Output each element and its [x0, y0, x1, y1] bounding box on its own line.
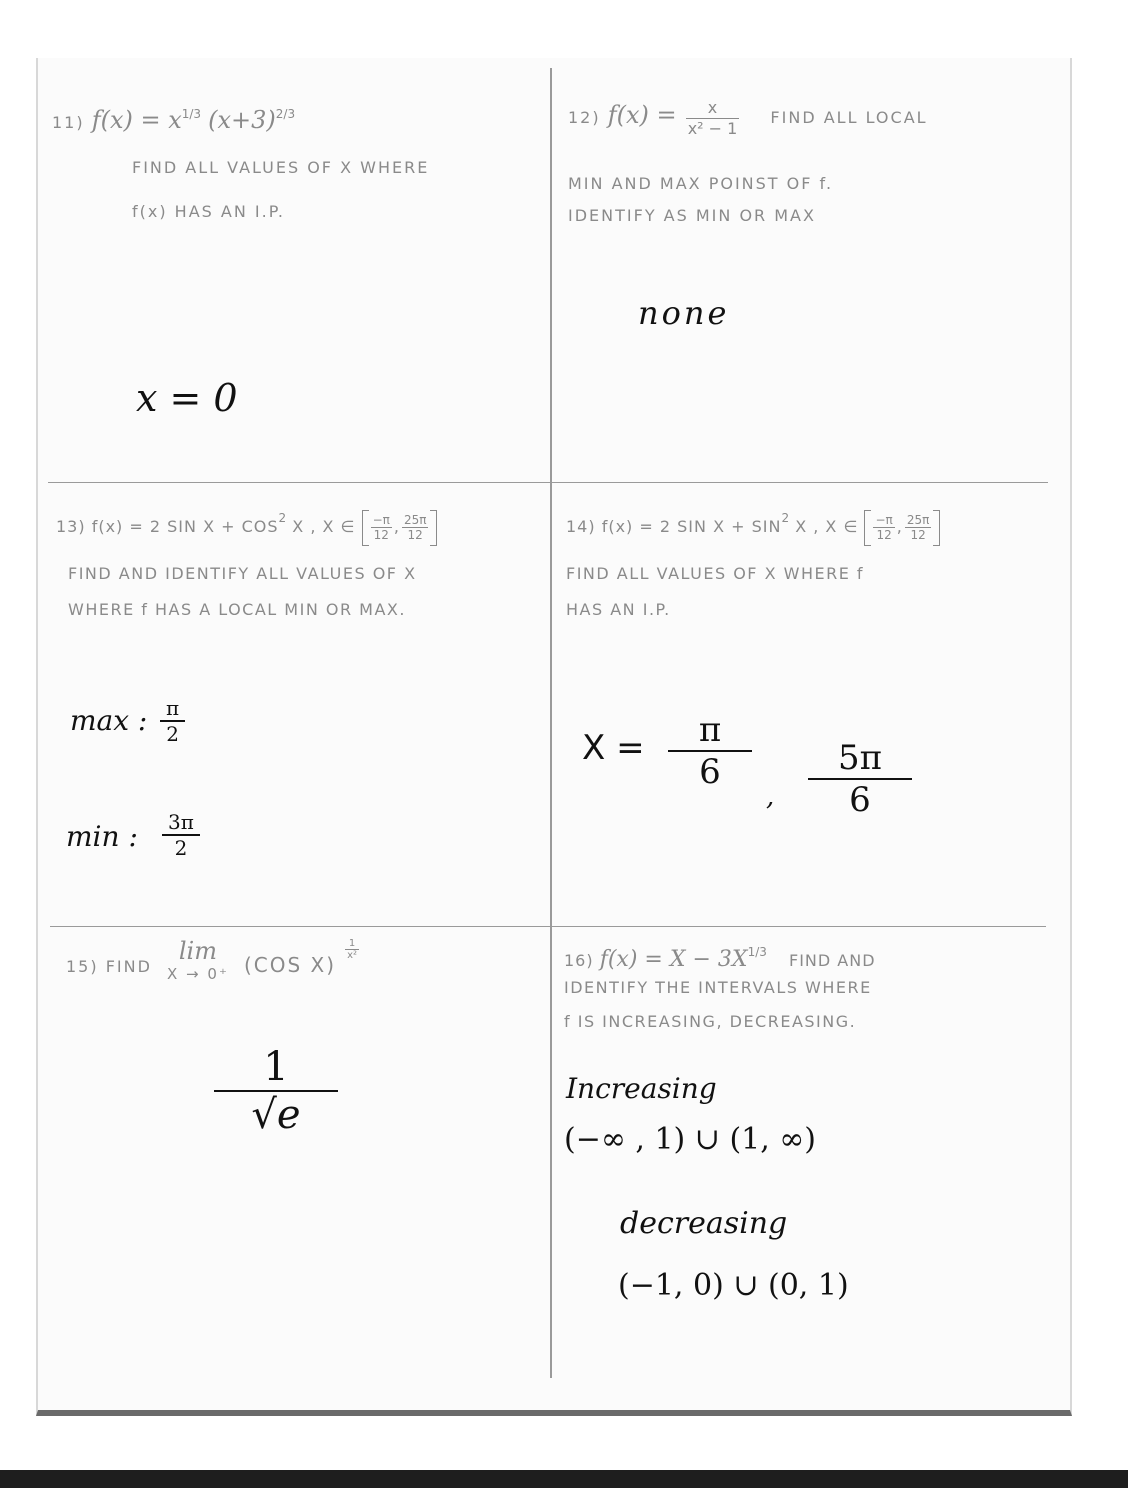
- problem-16-statement: [564, 936, 876, 977]
- function-expression: f(x) = X − 3X: [599, 947, 748, 972]
- problem-14-statement: 14) f(x) = 2 SIN $X + SIN^2$ X , X ∈ $\frac{-\pi}{12}$ , $\frac{25\pi}{12}$: [566, 502, 940, 546]
- problem-13-max-value: [160, 696, 185, 746]
- grid-divider-horizontal-1: [48, 482, 1048, 483]
- function-expression: f(x) = 2 SIN X + COS: [91, 517, 279, 536]
- problem-number: 16): [564, 951, 594, 970]
- problem-16-increasing-value: (−∞ , 1) ∪ (1, ∞): [564, 1122, 816, 1157]
- problem-14-answer-1: [668, 710, 752, 792]
- numerator: π: [160, 696, 185, 722]
- problem-14-separator: ,: [766, 782, 775, 812]
- grid-divider-vertical: [550, 68, 552, 1378]
- problem-12-prompt-line2: MIN AND MAX POINST OF f.: [568, 174, 834, 193]
- interval-bracket-right: [430, 510, 437, 546]
- problem-number: 15): [66, 957, 99, 976]
- problem-14-answer-2: [808, 738, 912, 820]
- exponent: 2/3: [275, 107, 296, 121]
- problem-11-answer: x = 0: [136, 376, 238, 420]
- problem-16-decreasing-value: (−1, 0) ∪ (0, 1): [618, 1268, 849, 1303]
- problem-16-decreasing-label: decreasing: [620, 1206, 788, 1241]
- numerator: 3π: [162, 810, 200, 836]
- denominator: 2: [174, 836, 188, 860]
- numerator: π: [668, 710, 752, 752]
- problem-15-answer: [214, 1044, 338, 1138]
- function-expression: f(x) = x: [91, 106, 182, 134]
- problem-11-prompt-line1: FIND ALL VALUES OF X WHERE: [132, 158, 430, 177]
- interval-bracket-left: [362, 510, 369, 546]
- problem-16-increasing-label: Increasing: [566, 1072, 717, 1105]
- problem-12-prompt-line3: IDENTIFY AS MIN OR MAX: [568, 206, 816, 225]
- problem-13-max-label: max :: [70, 704, 148, 737]
- bottom-dark-band: [0, 1470, 1128, 1488]
- exponent: 1/3: [181, 107, 202, 121]
- worksheet-paper: [36, 58, 1072, 1416]
- numerator: 1: [214, 1044, 338, 1092]
- problem-14-prompt-line1: FIND ALL VALUES OF X WHERE f: [566, 564, 865, 583]
- function-factor: (x+3): [208, 106, 276, 134]
- prompt-tail: FIND AND: [789, 951, 876, 970]
- limit-exponent: $\frac{1}{\text{x²}}$: [347, 938, 358, 961]
- denominator: √e: [251, 1092, 301, 1138]
- numerator: 5π: [808, 738, 912, 780]
- problem-number: 14): [566, 517, 596, 536]
- problem-13-prompt-line2: WHERE f HAS A LOCAL MIN OR MAX.: [68, 600, 406, 619]
- interval-left: $\frac{-\pi}{12}$: [875, 513, 893, 542]
- function-tail: X , X ∈: [795, 517, 859, 536]
- problem-14-answer-prefix: X =: [582, 728, 645, 768]
- numerator: x: [686, 98, 740, 119]
- denominator: 6: [849, 780, 871, 820]
- interval-right: $\frac{25\pi}{12}$: [906, 513, 930, 542]
- exponent: 2: [278, 511, 287, 525]
- problem-13-min-value: [162, 810, 200, 860]
- interval-bracket-right: [933, 510, 940, 546]
- problem-13-statement: 13) f(x) = 2 SIN $X + COS^2$ X , X ∈ $\frac{-\pi}{12}$ , $\frac{25\pi}{12}$: [56, 502, 437, 546]
- problem-number: 13): [56, 517, 86, 536]
- denominator: 2: [166, 722, 179, 746]
- prompt: FIND: [105, 957, 152, 976]
- exponent: 2: [781, 511, 790, 525]
- denominator: x² − 1: [687, 119, 738, 138]
- limit-expression: (COS X): [243, 953, 337, 977]
- function-lhs: f(x) =: [607, 101, 677, 129]
- grid-divider-horizontal-2: [50, 926, 1046, 927]
- problem-13-prompt-line1: FIND AND IDENTIFY ALL VALUES OF X: [68, 564, 417, 583]
- function-tail: X , X ∈: [292, 517, 356, 536]
- denominator: 6: [699, 752, 721, 792]
- problem-number: 11): [52, 113, 85, 132]
- problem-11-statement: [52, 98, 295, 139]
- limit-operator: lim X → 0⁺: [167, 937, 229, 983]
- problem-11-prompt-line2: f(x) HAS AN I.P.: [132, 202, 285, 221]
- exponent: 1/3: [747, 945, 767, 959]
- problem-16-prompt-line3: f IS INCREASING, DECREASING.: [564, 1012, 857, 1031]
- function-expression: f(x) = 2 SIN X + SIN: [601, 517, 782, 536]
- problem-14-prompt-line2: HAS AN I.P.: [566, 600, 671, 619]
- problem-13-min-label: min :: [66, 820, 138, 853]
- function-fraction: [686, 98, 740, 139]
- interval-left: $\frac{-\pi}{12}$: [372, 513, 390, 542]
- problem-15-statement: [66, 938, 361, 984]
- problem-16-prompt-line2: IDENTIFY THE INTERVALS WHERE: [564, 978, 872, 997]
- interval-right: $\frac{25\pi}{12}$: [403, 513, 427, 542]
- prompt-line1: FIND ALL LOCAL: [770, 108, 928, 127]
- problem-12-answer: none: [638, 294, 730, 332]
- problem-number: 12): [568, 108, 601, 127]
- problem-12-statement: [568, 98, 928, 139]
- interval-bracket-left: [864, 510, 871, 546]
